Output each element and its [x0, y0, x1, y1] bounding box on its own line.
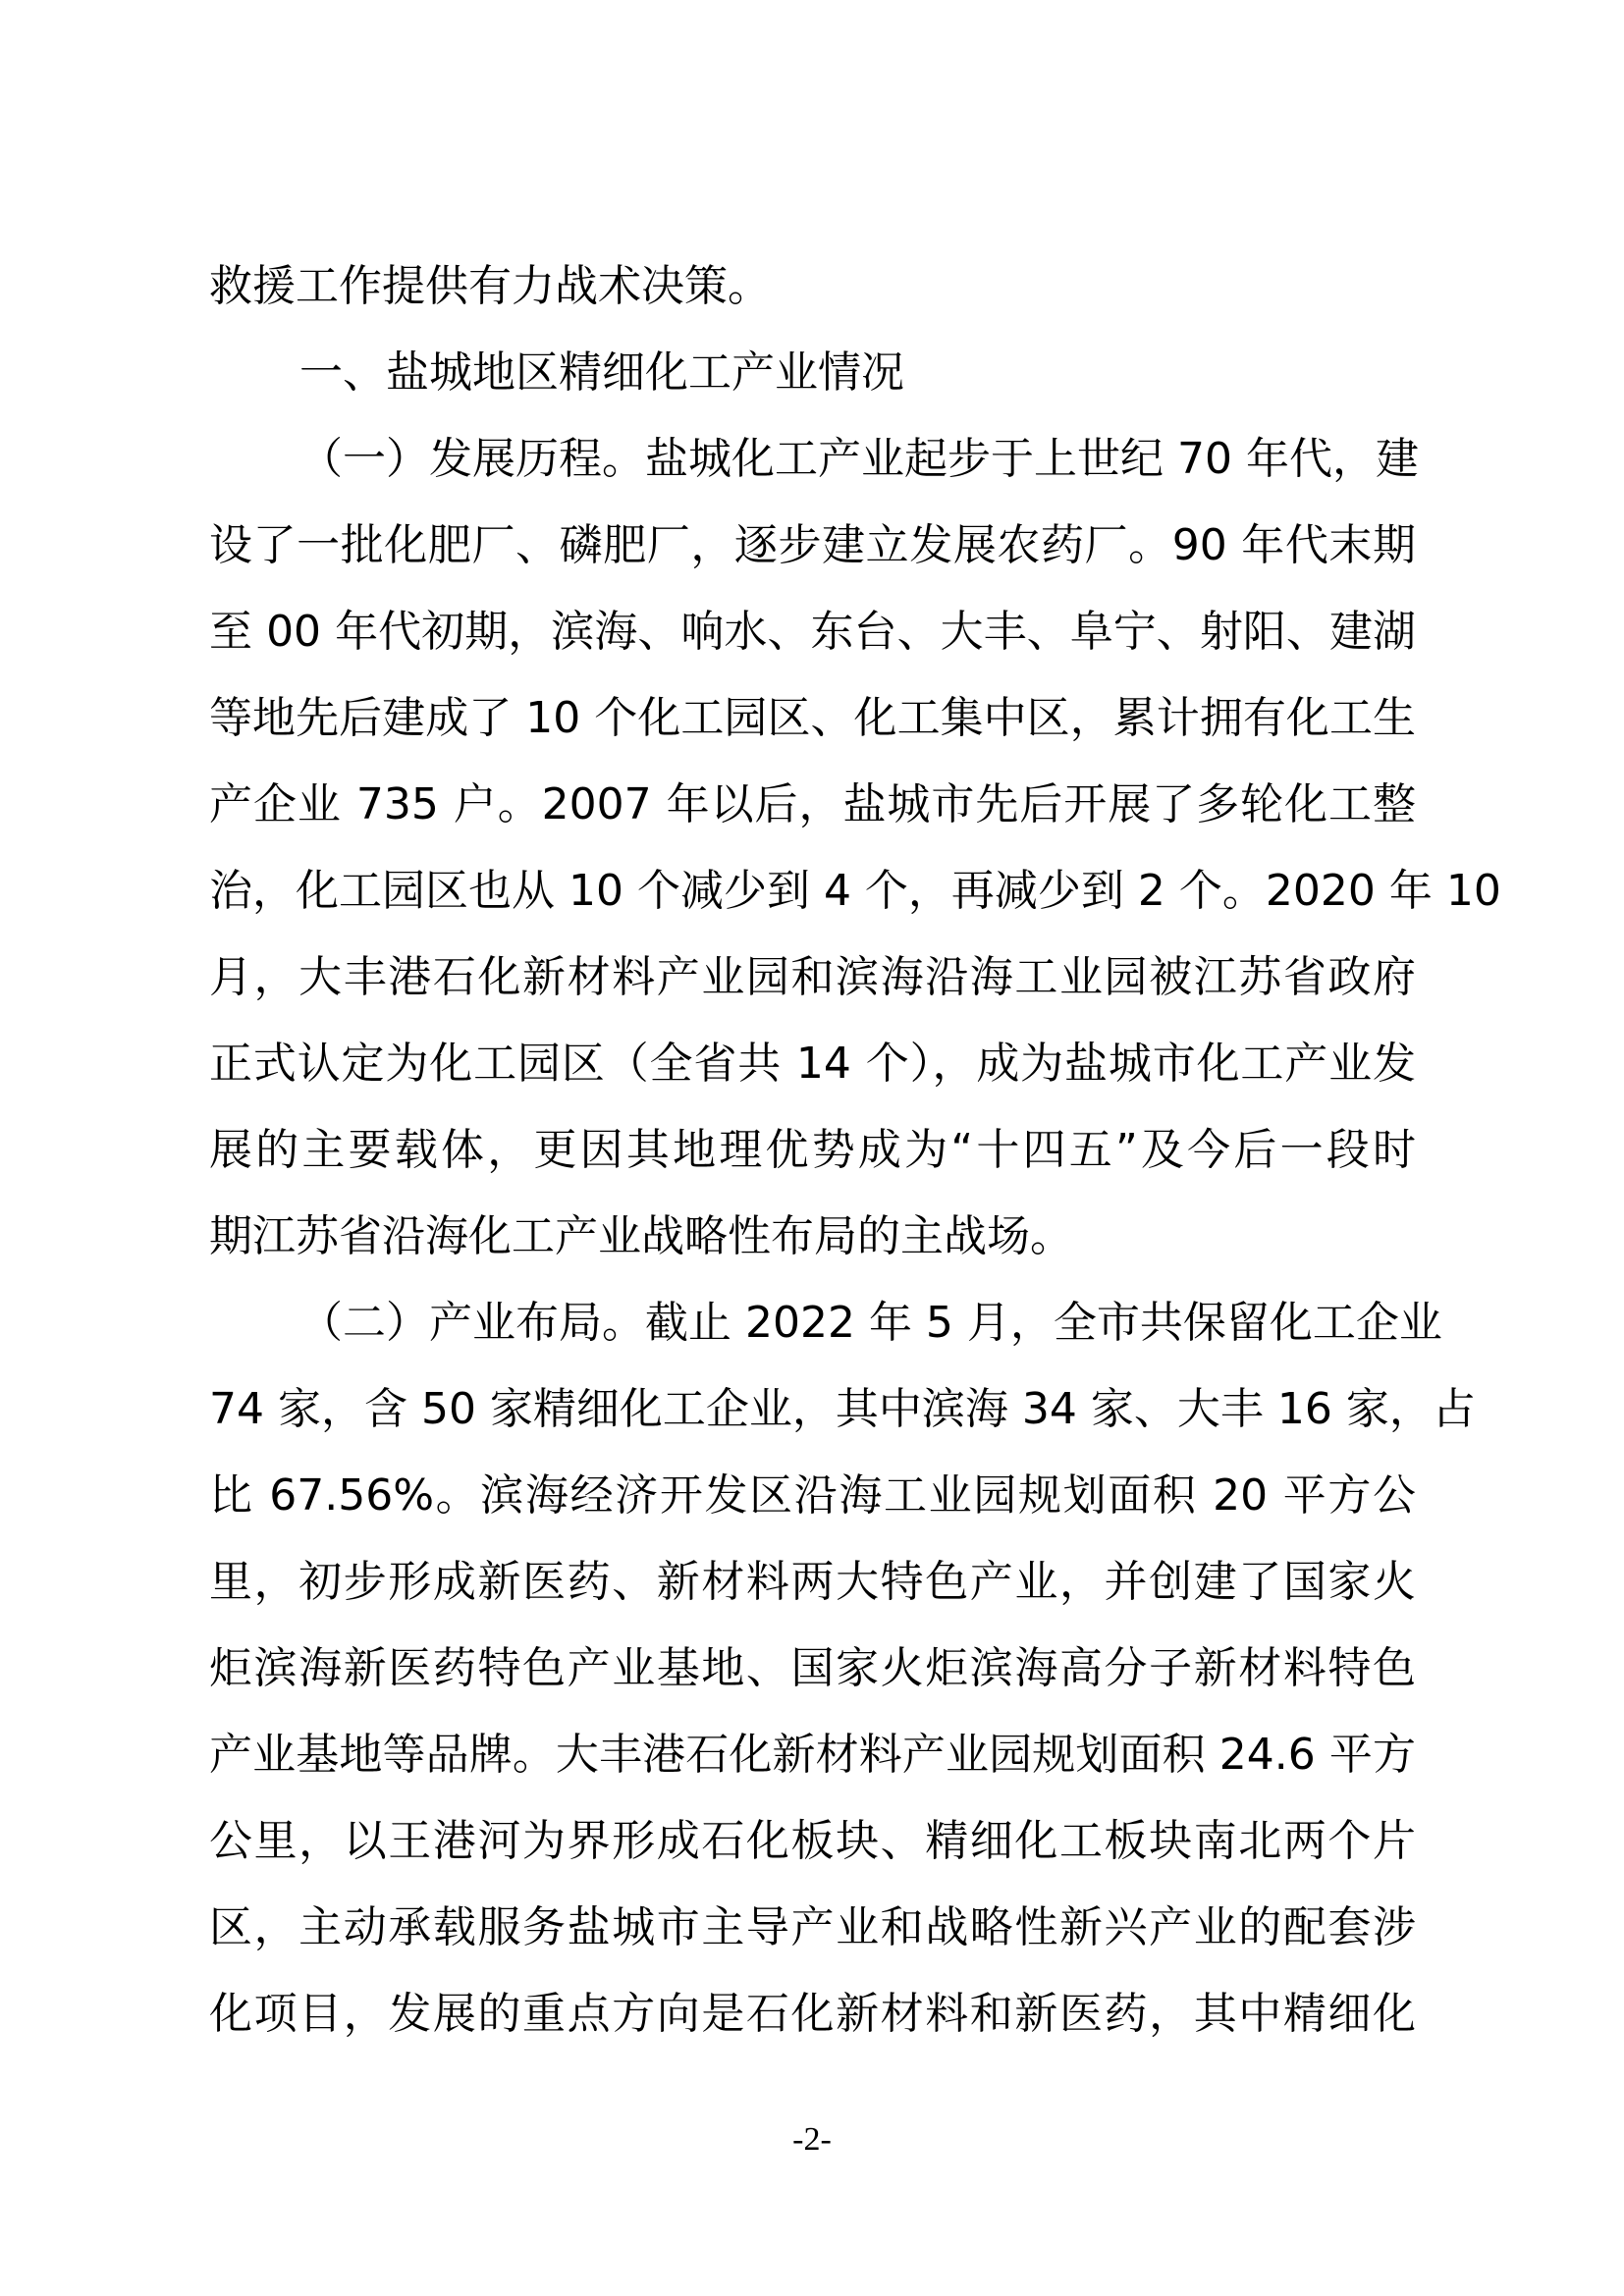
- paragraph-industry-layout: [209, 1280, 1476, 2057]
- paragraph-continuation-line: 救援工作提供有力战术决策。: [209, 261, 771, 311]
- paragraph-line: （二）产业布局。截止 2022 年 5 月，全市共保留化工企业: [299, 1298, 1442, 1348]
- paragraph-line: 炬滨海新医药特色产业基地、国家火炬滨海高分子新材料特色: [209, 1643, 1416, 1693]
- paragraph-line: 设了一批化肥厂、磷肥厂，逐步建立发展农药厂。90 年代末期: [209, 520, 1416, 570]
- paragraph-line: 月，大丰港石化新材料产业园和滨海沿海工业园被江苏省政府: [209, 952, 1416, 1002]
- paragraph-line: 正式认定为化工园区（全省共 14 个），成为盐城市化工产业发: [209, 1039, 1416, 1089]
- paragraph-development-history: [209, 416, 1501, 1280]
- page-number: -2-: [792, 2121, 832, 2158]
- paragraph-line: 区，主动承载服务盐城市主导产业和战略性新兴产业的配套涉: [209, 1902, 1416, 1952]
- paragraph-line: 展的主要载体，更因其地理优势成为“十四五”及今后一段时: [209, 1125, 1416, 1175]
- paragraph-line: 比 67.56%。滨海经济开发区沿海工业园规划面积 20 平方公: [209, 1470, 1416, 1521]
- paragraph-line: 期江苏省沿海化工产业战略性布局的主战场。: [209, 1211, 1073, 1261]
- paragraph-line: 治，化工园区也从 10 个减少到 4 个，再减少到 2 个。2020 年 10: [209, 866, 1501, 916]
- paragraph-line: 产业基地等品牌。大丰港石化新材料产业园规划面积 24.6 平方: [209, 1730, 1416, 1780]
- paragraph-line: 产企业 735 户。2007 年以后，盐城市先后开展了多轮化工整: [209, 779, 1416, 829]
- paragraph-line: 公里，以王港河为界形成石化板块、精细化工板块南北两个片: [209, 1816, 1416, 1866]
- document-body: [209, 243, 1501, 2057]
- paragraph-line: 等地先后建成了 10 个化工园区、化工集中区，累计拥有化工生: [209, 693, 1416, 743]
- section-heading: 一、盐城地区精细化工产业情况: [299, 347, 904, 398]
- paragraph-line: 74 家，含 50 家精细化工企业，其中滨海 34 家、大丰 16 家，占: [209, 1384, 1476, 1434]
- paragraph-line: 里，初步形成新医药、新材料两大特色产业，并创建了国家火: [209, 1557, 1416, 1607]
- paragraph-line: （一）发展历程。盐城化工产业起步于上世纪 70 年代，建: [299, 434, 1419, 484]
- paragraph-line: 至 00 年代初期，滨海、响水、东台、大丰、阜宁、射阳、建湖: [209, 607, 1416, 657]
- paragraph-line: 化项目，发展的重点方向是石化新材料和新医药，其中精细化: [209, 1989, 1416, 2039]
